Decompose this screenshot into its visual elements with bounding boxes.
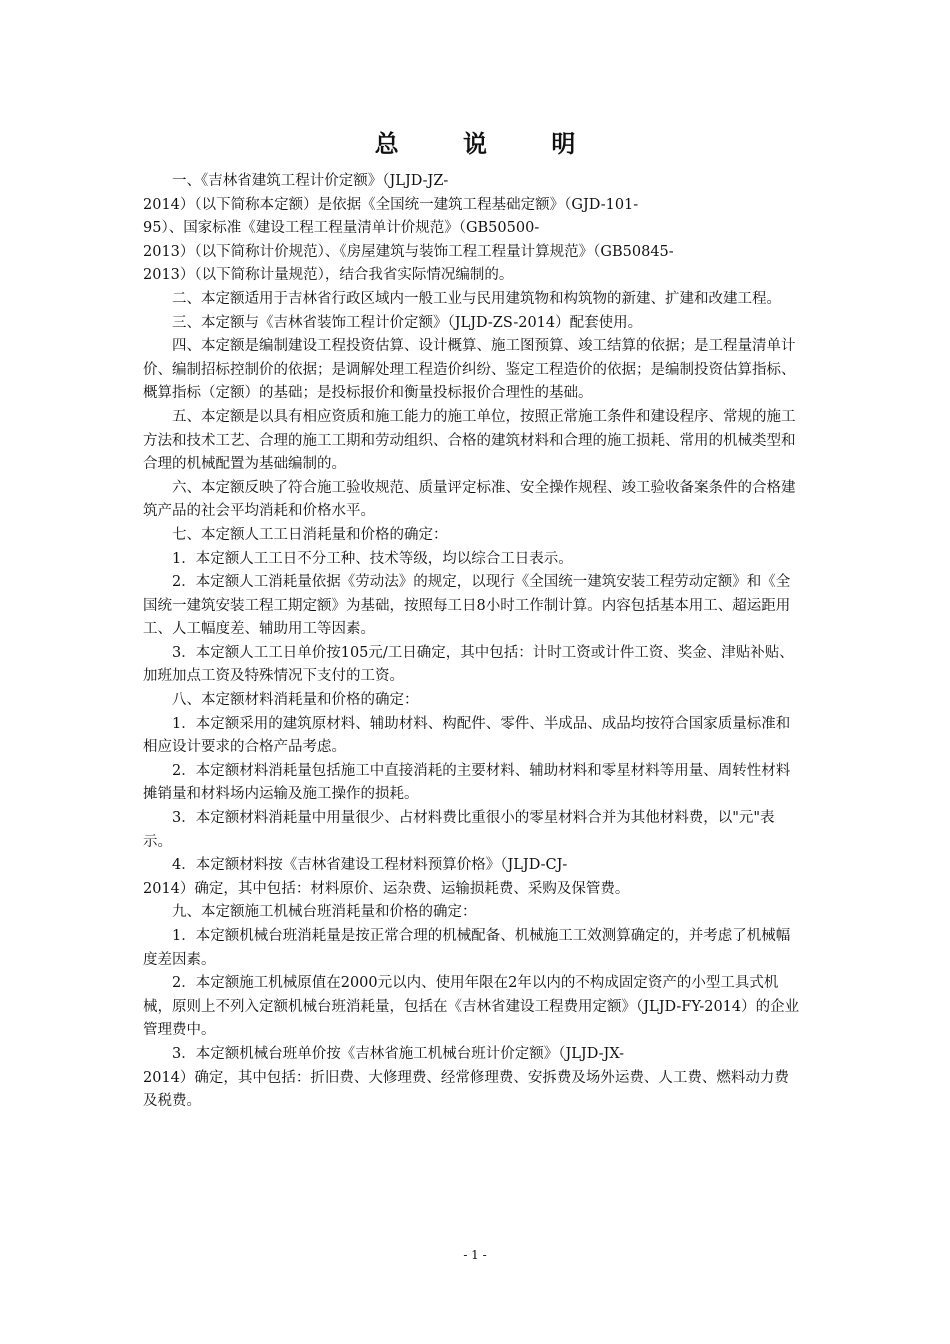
- paragraph: 七、本定额人工工日消耗量和价格的确定：: [172, 526, 448, 543]
- page-title: 总 说 明: [374, 130, 604, 158]
- paragraph: 4．本定额材料按《吉林省建设工程材料预算价格》（JLJD-CJ-: [172, 857, 568, 874]
- paragraph: 1．本定额人工工日不分工种、技术等级，均以综合工日表示。: [172, 550, 573, 567]
- document-body: [143, 170, 803, 1114]
- paragraph: 二、本定额适用于吉林省行政区域内一般工业与民用建筑物和构筑物的新建、扩建和改建工程。: [172, 290, 781, 307]
- paragraph: 2．本定额人工消耗量依据《劳动法》的规定，以现行《全国统一建筑安装工程劳动定额》和《全国统一建筑安装工程工期定额》为基础，按照每工日8小时工作制计算。内容包括基本用工、超运距用工、人工幅度差、辅助用工等因素。: [143, 574, 791, 638]
- paragraph: 2013）（以下简称计价规范）、《房屋建筑与装饰工程工程量计算规范》（GB50845-: [143, 243, 674, 260]
- paragraph: 3．本定额机械台班单价按《吉林省施工机械台班计价定额》（JLJD-JX-: [172, 1045, 625, 1062]
- paragraph: 1．本定额采用的建筑原材料、辅助材料、构配件、零件、半成品、成品均按符合国家质量标准和相应设计要求的合格产品考虑。: [143, 715, 791, 756]
- paragraph: 95）、国家标准《建设工程工程量清单计价规范》（GB50500-: [143, 220, 540, 237]
- paragraph: 2．本定额材料消耗量包括施工中直接消耗的主要材料、辅助材料和零星材料等用量、周转性材料摊销量和材料场内运输及施工操作的损耗。: [143, 762, 791, 803]
- paragraph: 八、本定额材料消耗量和价格的确定：: [172, 692, 419, 709]
- paragraph: 四、本定额是编制建设工程投资估算、设计概算、施工图预算、竣工结算的依据；是工程量清单计价、编制招标控制价的依据；是调解处理工程造价纠纷、鉴定工程造价的依据；是编制投资估算指标、概算指标（定额）的基础；是投标报价和衡量投标报价合理性的基础。: [143, 338, 796, 402]
- paragraph: 2014）确定，其中包括：材料原价、运杂费、运输损耗费、采购及保管费。: [143, 880, 630, 897]
- paragraph: 3．本定额人工工日单价按105元/工日确定，其中包括：计时工资或计件工资、奖金、津贴补贴、加班加点工资及特殊情况下支付的工资。: [143, 644, 794, 685]
- paragraph: 九、本定额施工机械台班消耗量和价格的确定：: [172, 904, 477, 921]
- paragraph: 2014）确定，其中包括：折旧费、大修理费、经常修理费、安拆费及场外运费、人工费、燃料动力费及税费。: [143, 1069, 789, 1110]
- paragraph: 三、本定额与《吉林省装饰工程计价定额》（JLJD-ZS-2014）配套使用。: [172, 314, 643, 331]
- paragraph: 2013）（以下简称计量规范），结合我省实际情况编制的。: [143, 267, 514, 284]
- paragraph: 1．本定额机械台班消耗量是按正常合理的机械配备、机械施工工效测算确定的，并考虑了机械幅度差因素。: [143, 928, 791, 968]
- paragraph: 2．本定额施工机械原值在2000元以内、使用年限在2年以内的不构成固定资产的小型工具式机械，原则上不列入定额机械台班消耗量，包括在《吉林省建设工程费用定额》（JLJD-FY-2014）的企业管理费中。: [143, 975, 800, 1039]
- paragraph: 五、本定额是以具有相应资质和施工能力的施工单位，按照正常施工条件和建设程序、常规的施工方法和技术工艺、合理的施工工期和劳动组织、合格的建筑材料和合理的施工损耗、常用的机械类型和合理的机械配置为基础编制的。: [143, 408, 796, 473]
- paragraph: 六、本定额反映了符合施工验收规范、质量评定标准、安全操作规程、竣工验收备案条件的合格建筑产品的社会平均消耗和价格水平。: [143, 479, 796, 520]
- page-number: - 1 -: [463, 1248, 487, 1262]
- paragraph: 3．本定额材料消耗量中用量很少、占材料费比重很小的零星材料合并为其他材料费，以"元"表示。: [143, 810, 775, 850]
- paragraph: 2014）（以下简称本定额）是依据《全国统一建筑工程基础定额》（GJD-101-: [143, 196, 639, 213]
- paragraph: 一、《吉林省建筑工程计价定额》（JLJD-JZ-: [172, 173, 449, 189]
